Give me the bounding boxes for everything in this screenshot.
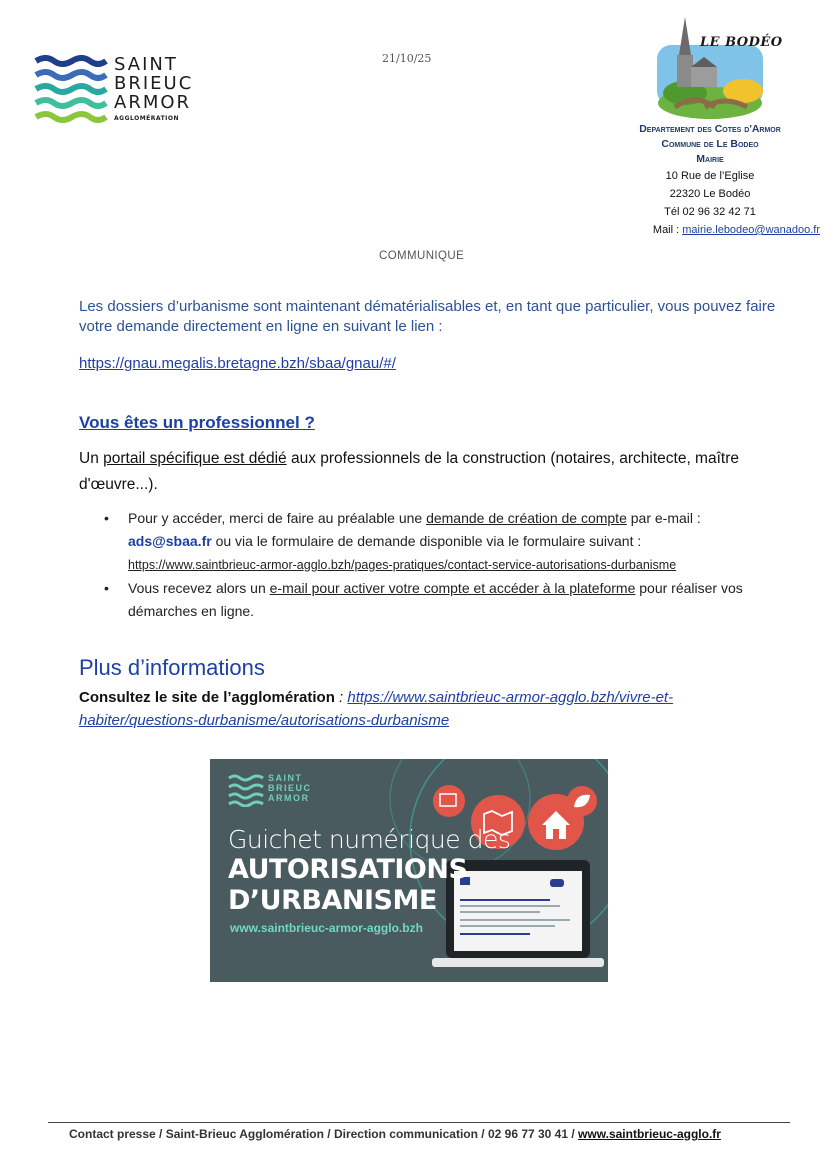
banner-line-urbanisme: D’URBANISME [228,885,437,916]
list-item [104,577,784,623]
bullet1-underlined: demande de création de compte [426,510,627,526]
banner-logo-waves-icon [228,773,264,807]
saint-brieuc-logo [34,55,204,125]
logo-word-brieuc: BRIEUC [114,73,194,94]
banner-line-guichet: Guichet numérique des [228,825,511,854]
mairie-label: Mairie [696,153,724,165]
bullet2-text-b: pour réaliser vos démarches en ligne. [128,580,743,619]
footer-contact [69,1127,721,1141]
professional-heading: Vous êtes un professionnel ? [79,413,315,432]
phone-line: Tél 02 96 32 42 71 [664,206,756,218]
banner-url: www.saintbrieuc-armor-agglo.bzh [230,921,423,935]
more-info-paragraph [79,686,779,732]
mail-link[interactable]: mairie.lebodeo@wanadoo.fr [682,224,820,236]
logo-word-agglomeration: AGGLOMÉRATION [114,115,180,122]
footer-website-link[interactable]: www.saintbrieuc-agglo.fr [578,1127,721,1141]
footer-text: Contact presse / Saint-Brieuc Agglomération / Direction communication / 02 96 77 30 41 / [69,1127,579,1141]
logo-word-armor: ARMOR [114,92,192,113]
contact-form-link[interactable]: https://www.saintbrieuc-armor-agglo.bzh/pages-pratiques/contact-service-autorisations-durbanisme [128,558,677,572]
guichet-banner-image [210,759,608,982]
address-line-2: 22320 Le Bodéo [669,188,751,200]
professional-paragraph [79,446,789,498]
waves-logo-icon [34,55,108,123]
pro-text-a: Un [79,450,104,467]
agglo-info-link[interactable]: https://www.saintbrieuc-armor-agglo.bzh/vivre-et-habiter/questions-durbanisme/autorisations-durbanisme [79,689,674,729]
pro-text-underlined: portail spécifique est dédié [103,450,287,467]
banner-logo-words [268,773,312,803]
professional-steps-list [104,507,784,623]
intro-paragraph: Les dossiers d’urbanisme sont maintenant dématérialisables et, en tant que particulier, vous pouvez faire votre demande directement en ligne en suivant le lien : [79,298,776,335]
document-date: 21/10/25 [382,52,432,65]
footer-divider [48,1122,790,1123]
department-label: Departement des Cotes d'Armor [639,123,781,135]
bullet2-text-a: Vous recevez alors un [128,580,270,596]
commune-label: Commune de Le Bodeo [661,138,759,150]
church-landscape-icon [655,15,765,120]
bullet1-text-a: Pour y accéder, merci de faire au préalable une [128,510,427,526]
browser-icon [433,785,465,817]
mail-line [600,221,820,239]
banner-logo-word: SAINT [268,773,303,783]
mail-label: Mail : [652,224,683,236]
more-info-label: Consultez le site de l’agglomération [79,689,335,706]
le-bodeo-title: LE BODÉO [700,35,783,50]
list-item [104,507,784,577]
bullet2-underlined: e-mail pour activer votre compte et accéder à la plateforme [269,580,636,596]
more-info-sep: : [334,689,348,706]
communique-heading: COMMUNIQUE [379,250,465,262]
banner-logo-word: BRIEUC [268,783,312,793]
le-bodeo-logo [655,15,765,120]
leaf-icon [567,786,597,816]
mairie-address-block [600,122,820,239]
gnau-link[interactable]: https://gnau.megalis.bretagne.bzh/sbaa/gnau/#/ [79,355,396,372]
ads-email-link[interactable]: ads@sbaa.fr [128,533,212,549]
bullet1-text-c: ou via le formulaire de demande disponible via le formulaire suivant : [211,533,642,549]
logo-word-saint: SAINT [114,54,178,75]
banner-logo-word: ARMOR [268,793,310,803]
banner-line-autorisations: AUTORISATIONS [228,854,468,885]
pro-text-b: aux professionnels de la construction (notaires, architecte, maître d'œuvre...). [79,450,739,493]
bullet1-text-b: par e-mail : [626,510,701,526]
address-line-1: 10 Rue de l’Eglise [665,170,755,182]
more-info-heading: Plus d’informations [79,655,265,680]
